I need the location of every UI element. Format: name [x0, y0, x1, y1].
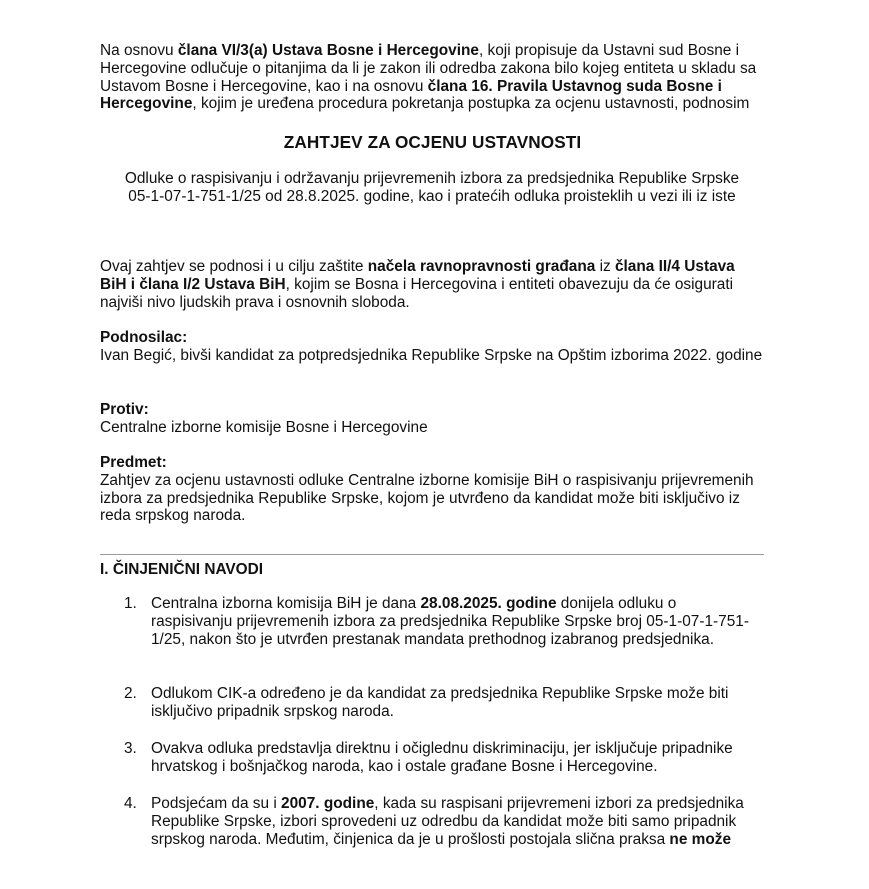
purpose-text-1: Ovaj zahtjev se podnosi i u cilju zaštite	[100, 258, 368, 275]
list-item-number: 3.	[124, 740, 137, 757]
item-4-bold-1: 2007. godine	[281, 795, 375, 812]
intro-bold-2: člana 16. Pravila Ustavnog suda Bosne i Hercegovine	[100, 77, 722, 113]
intro-bold-1: člana VI/3(a) Ustava Bosne i Hercegovine	[177, 42, 479, 59]
list-item-text: Odlukom CIK-a određeno je da kandidat za predsjednika Republike Srpske može biti isključivo pripadnik srpskog naroda.	[151, 685, 729, 720]
list-item-text	[151, 795, 751, 848]
purpose-text-2: iz	[595, 258, 615, 275]
intro-text-1: Na osnovu	[100, 42, 178, 59]
protiv-label: Protiv:	[100, 401, 149, 418]
list-item-text: Ovakva odluka predstavlja direktnu i očiglednu diskriminaciju, jer isključuje pripadnike hrvatskog i bošnjačkog naroda, kao i ostale građane Bosne i Hercegovine.	[151, 740, 733, 775]
predmet-label: Predmet:	[100, 454, 167, 471]
podnosilac-text: Ivan Begić, bivši kandidat za potpredsjednika Republike Srpske na Opštim izborima 2022. godine	[100, 346, 763, 364]
list-item-text	[151, 595, 751, 648]
item-1-text-2: donijela odluku o raspisivanju prijevremenih izbora za predsjednika Republike Srpske broj 05-1-07-1-751-1/25, nakon što je utvrđen prestanak mandata prethodnog izabranog predsjednika.	[151, 595, 749, 648]
list-item-number: 1.	[124, 595, 137, 612]
item-4-bold-2: ne može	[669, 830, 731, 848]
purpose-bold-2: člana II/4 Ustava BiH i člana I/2 Ustava BiH	[100, 258, 735, 293]
list-item-number: 4.	[124, 795, 137, 812]
document-subtitle: Odluke o raspisivanju i održavanju prijevremenih izbora za predsjednika Republike Srpske 05-1-07-1-751-1/25 od 28.8.2025. godine, kao i pratećih odluka proisteklih u vezi ili iz iste	[124, 170, 740, 205]
section-divider	[100, 554, 764, 555]
podnosilac-label: Podnosilac:	[100, 329, 188, 346]
item-1-bold-1: 28.08.2025. godine	[420, 595, 557, 612]
item-4-text-1: Podsjećam da su i	[151, 795, 282, 812]
predmet-text: Zahtjev za ocjenu ustavnosti odluke Centralne izborne komisije BiH o raspisivanju prijevremenih izbora za predsjednika Republike Srpske, kojom je utvrđeno da kandidat može biti isključivo iz reda srpskog naroda.	[100, 471, 754, 525]
intro-text-3: , kojim je uređena procedura pokretanja postupka za ocjenu ustavnosti, podnosim	[192, 95, 750, 113]
intro-text-2: , koji propisuje da Ustavni sud Bosne i Hercegovine odlučuje o pitanjima da li je zakon ili odredba zakona bilo kojeg entiteta u skladu sa Ustavom Bosne i Hercegovine, kao i na osnovu	[100, 42, 757, 95]
purpose-bold-1: načela ravnopravnosti građana	[367, 258, 596, 275]
protiv-text: Centralne izborne komisije Bosne i Hercegovine	[100, 418, 428, 436]
podnosilac-block	[100, 329, 765, 365]
purpose-paragraph	[100, 258, 765, 311]
protiv-block	[100, 401, 765, 437]
list-item-number: 2.	[124, 685, 137, 702]
item-1-text-1: Centralna izborna komisija BiH je dana	[151, 595, 421, 612]
document-title: ZAHTJEV ZA OCJENU USTAVNOSTI	[283, 132, 582, 152]
predmet-block	[100, 454, 765, 525]
section-title-cinjenicni-navodi: I. ČINJENIČNI NAVODI	[100, 561, 264, 578]
item-4-text-2: , kada su raspisani prijevremeni izbori za predsjednika Republike Srpske, izbori sprovedeni uz odredbu da kandidat može biti samo pripadnik srpskog naroda. Međutim, činjenica da je u prošlosti postojala slična praksa	[151, 795, 744, 848]
purpose-text-3: , kojim se Bosna i Hercegovina i entiteti obavezuju da će osigurati najviši nivo ljudskih prava i osnovnih sloboda.	[100, 275, 734, 311]
intro-paragraph	[100, 42, 765, 113]
